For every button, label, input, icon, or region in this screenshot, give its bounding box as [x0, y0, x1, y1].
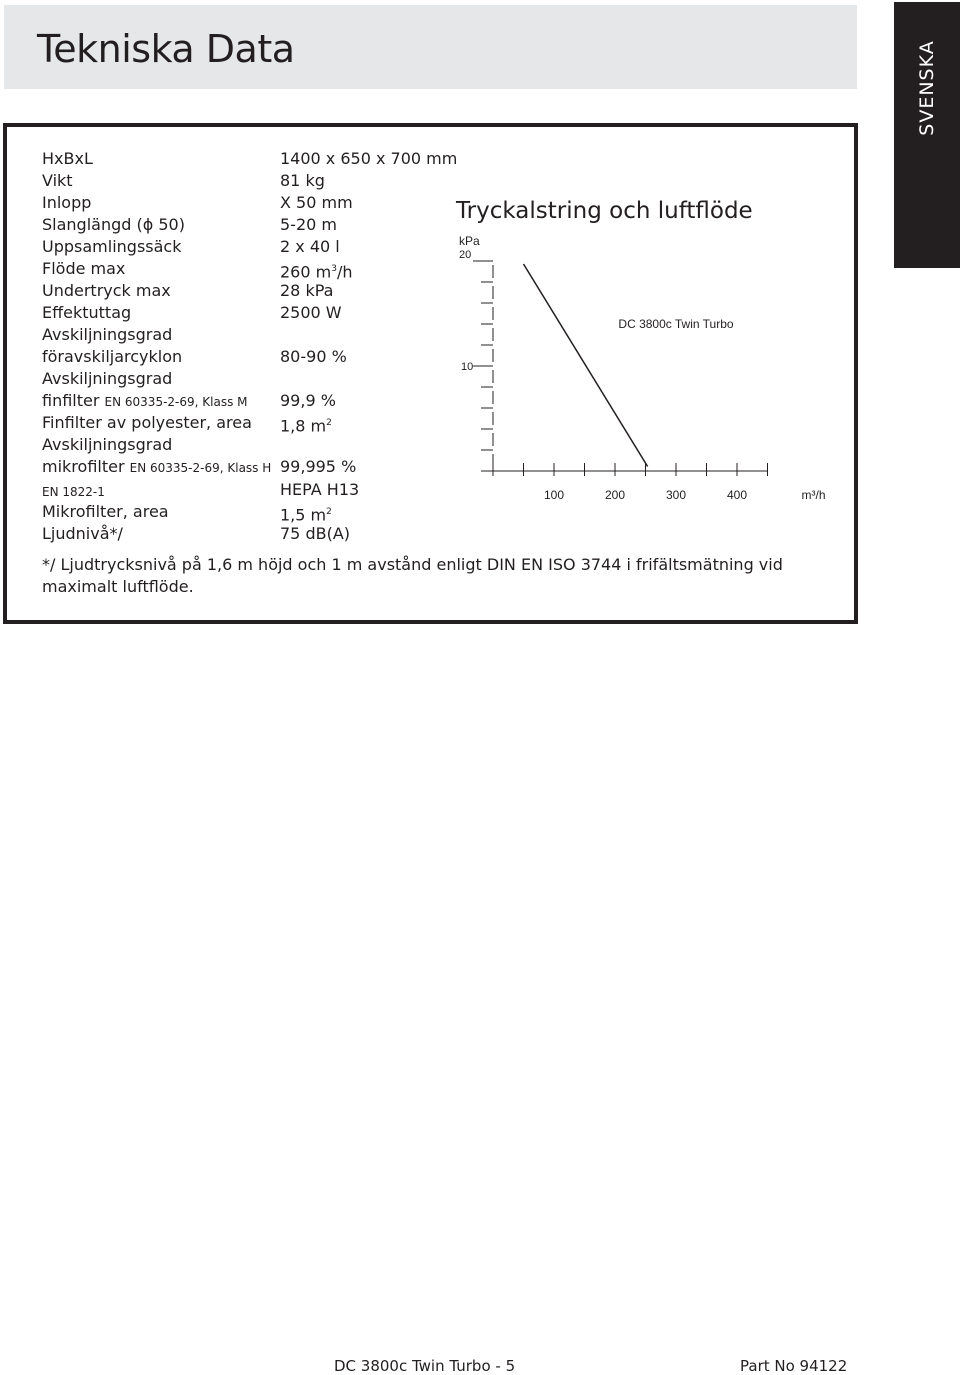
spec-label-power: Effektuttag — [42, 303, 132, 322]
sep3-label-standard: EN 60335-2-69, Klass H — [129, 461, 272, 475]
y-axis-label: kPa — [459, 234, 480, 248]
sep2-label-standard: EN 60335-2-69, Klass M — [104, 395, 248, 409]
spec-label-bag: Uppsamlingssäck — [42, 237, 182, 256]
flow-value-main: 260 m — [280, 262, 332, 282]
footnote: */ Ljudtrycksnivå på 1,6 m höjd och 1 m avstånd enligt DIN EN ISO 3744 i frifältsmätning vid maximalt luftflöde. — [42, 555, 783, 596]
x-tick-label: 100 — [543, 488, 565, 502]
spec-value-finearea — [280, 413, 332, 436]
microarea-value-main: 1,5 m — [280, 505, 327, 525]
chart-title: Tryckalstring och luftflöde — [456, 198, 753, 224]
page-title: Tekniska Data — [37, 27, 295, 71]
language-label: SVENSKA — [916, 40, 938, 136]
finearea-value-sup: 2 — [326, 418, 332, 428]
spec-value-noise: 75 dB(A) — [280, 524, 351, 543]
spec-value-flow — [280, 259, 352, 282]
spec-label-hose: Slanglängd (ϕ 50) — [42, 215, 185, 234]
x-axis-label: m³/h — [801, 488, 826, 502]
spec-label-sep3-line2 — [42, 457, 271, 478]
spec-label-sep1-line2: föravskiljarcyklon — [42, 347, 183, 366]
spec-label-sep1-line1: Avskiljningsgrad — [42, 325, 173, 344]
spec-label-noise: Ljudnivå*/ — [42, 524, 123, 543]
spec-value-bag: 2 x 40 l — [280, 237, 340, 256]
flow-value-tail: /h — [336, 262, 353, 282]
spec-label-sep3-line1: Avskiljningsgrad — [42, 435, 173, 454]
spec-label-microarea: Mikrofilter, area — [42, 502, 169, 521]
sep2-label-main: finfilter — [42, 391, 100, 410]
x-tick-label: 400 — [726, 488, 748, 502]
sep3-label-main: mikrofilter — [42, 457, 125, 476]
spec-label-sep2-line1: Avskiljningsgrad — [42, 369, 173, 388]
finearea-value-main: 1,8 m — [280, 416, 327, 436]
y-tick-label: 10 — [461, 361, 474, 373]
spec-value-sep3: 99,995 % — [280, 457, 357, 476]
spec-value-dims: 1400 x 650 x 700 mm — [280, 149, 458, 168]
pressure-flow-chart — [447, 227, 847, 517]
spec-label-finearea: Finfilter av polyester, area — [42, 413, 252, 432]
x-tick-label: 300 — [665, 488, 687, 502]
y-tick-label: 20 — [459, 249, 472, 261]
spec-label-weight: Vikt — [42, 171, 73, 190]
spec-value-inlet: X 50 mm — [280, 193, 353, 212]
flow-value-sup: 3 — [331, 264, 337, 274]
spec-value-power: 2500 W — [280, 303, 342, 322]
spec-label-inlet: Inlopp — [42, 193, 92, 212]
spec-value-microarea — [280, 502, 332, 525]
spec-value-en: HEPA H13 — [280, 480, 360, 499]
spec-label-en: EN 1822-1 — [42, 485, 105, 499]
x-tick-label: 200 — [604, 488, 626, 502]
language-tab — [894, 2, 960, 268]
spec-label-sep2-line2 — [42, 391, 248, 412]
series-line — [524, 264, 648, 467]
spec-box — [3, 123, 858, 624]
series-label: DC 3800c Twin Turbo — [618, 317, 734, 331]
footer-part-number: Part No 94122 — [740, 1357, 848, 1375]
spec-value-weight: 81 kg — [280, 171, 325, 190]
microarea-value-sup: 2 — [326, 507, 332, 517]
spec-label-vacuum: Undertryck max — [42, 281, 171, 300]
spec-value-vacuum: 28 kPa — [280, 281, 334, 300]
spec-label-flow: Flöde max — [42, 259, 126, 278]
header-band — [4, 5, 857, 89]
footer-page-label: DC 3800c Twin Turbo - 5 — [334, 1357, 516, 1375]
spec-value-sep1: 80-90 % — [280, 347, 347, 366]
spec-label-dims: HxBxL — [42, 149, 93, 168]
spec-value-sep2: 99,9 % — [280, 391, 336, 410]
spec-value-hose: 5-20 m — [280, 215, 337, 234]
